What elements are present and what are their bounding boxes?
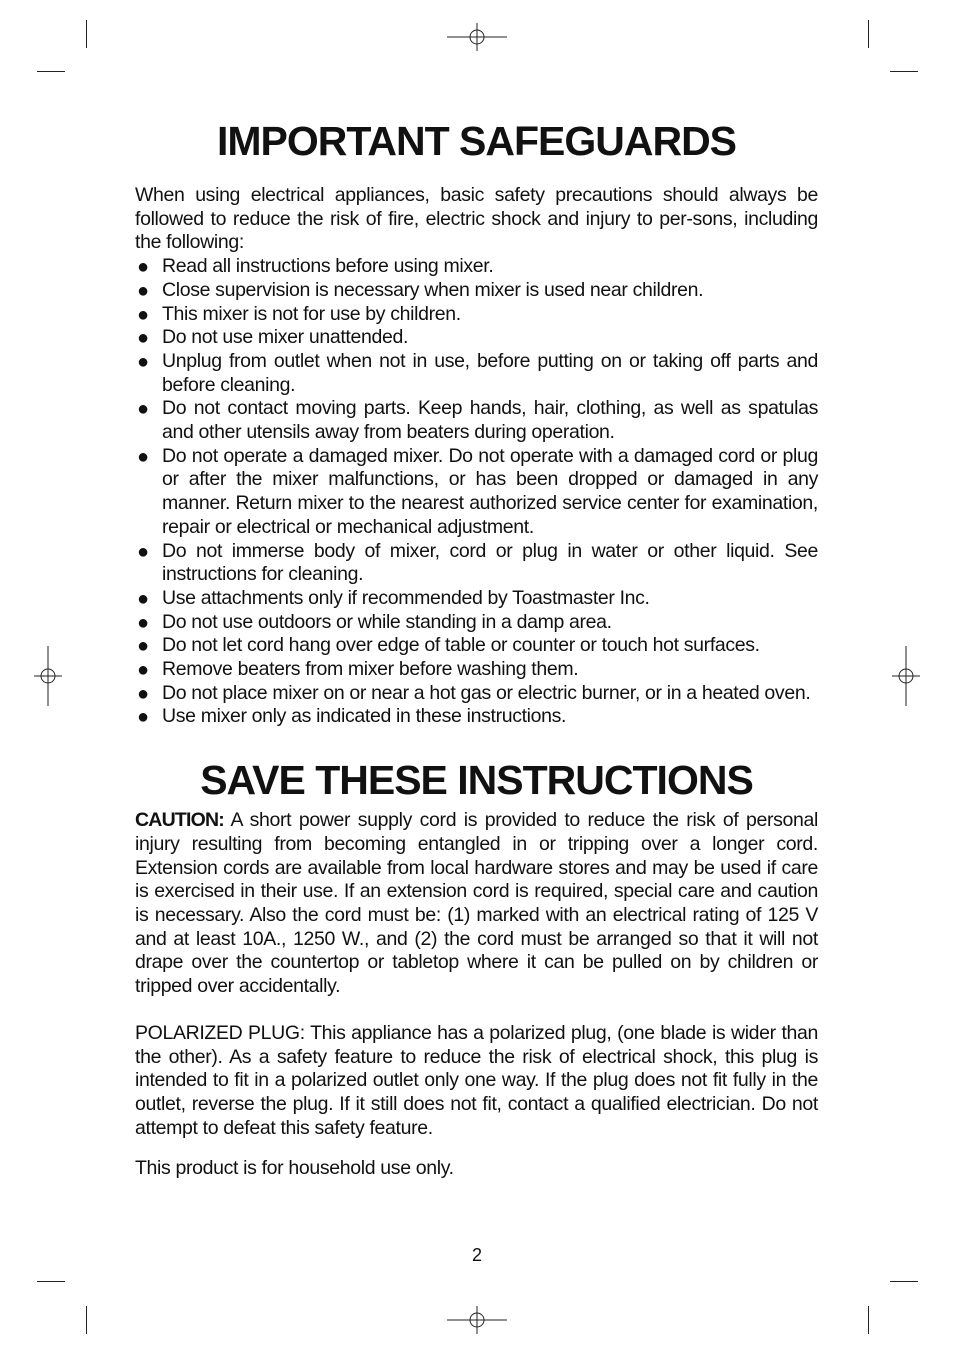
list-item: ● Do not operate a damaged mixer. Do not operate with a damaged cord or plug or after the mixer malfunctions, or has been dropped or damaged in any manner. Return mixer to the nearest authorized service center for examination, repair or electrical or mechanical adjustment.: [137, 444, 818, 538]
bullet-icon: ●: [137, 587, 149, 610]
bullet-icon: ●: [137, 256, 149, 279]
list-item: ● Close supervision is necessary when mixer is used near children.: [137, 278, 704, 302]
crop-mark-tr-v: [868, 20, 869, 48]
list-item: ● Do not contact moving parts. Keep hands, hair, clothing, as well as spatulas and other utensils away from beaters during operation.: [137, 397, 818, 444]
crop-mark-bl-h: [37, 1281, 65, 1282]
crop-mark-tr-h: [890, 71, 918, 72]
registration-mark-bottom-icon: [447, 1290, 507, 1350]
page-number: 2: [471, 1245, 482, 1265]
list-item: ● Unplug from outlet when not in use, before putting on or taking off parts and before cleaning.: [137, 349, 818, 396]
bullet-icon: ●: [137, 445, 149, 468]
registration-mark-right-icon: [876, 646, 936, 706]
bullet-icon: ●: [137, 706, 149, 729]
crop-mark-tl-h: [37, 71, 65, 72]
caution-paragraph: [135, 809, 818, 999]
bullet-icon: ●: [137, 540, 149, 563]
list-item: ● Remove beaters from mixer before washing them.: [137, 658, 579, 682]
list-item: ● Use attachments only if recommended by Toastmaster Inc.: [137, 586, 650, 610]
caution-label: CAUTION:: [135, 809, 224, 832]
registration-mark-top-icon: [447, 7, 507, 67]
list-item: ● Do not immerse body of mixer, cord or plug in water or other liquid. See instructions for cleaning.: [137, 539, 818, 586]
bullet-icon: ●: [137, 279, 149, 302]
bullet-icon: ●: [137, 398, 149, 421]
bullet-icon: ●: [137, 682, 149, 705]
page-title: IMPORTANT SAFEGUARDS: [216, 118, 737, 164]
bullet-icon: ●: [137, 635, 149, 658]
bullet-icon: ●: [137, 327, 149, 350]
page-content: [135, 112, 818, 1181]
list-item: ● Read all instructions before using mixer.: [137, 255, 494, 279]
section-heading: SAVE THESE INSTRUCTIONS: [200, 757, 753, 804]
list-item: ● This mixer is not for use by children.: [137, 302, 461, 326]
caution-text: A short power supply cord is provided to reduce the risk of personal injury resulting from becoming entangled in or tripping over a longer cord. Extension cords are available from local hardware stores and may be used if care is exercised in their use. If an extension cord is required, special care and caution is necessary. Also the cord must be: (1) marked with an electrical rating of 125 V and at least 10A., 1250 W., and (2) the cord must be arranged so that it will not drape over the countertop or tabletop where it can be pulled on by children or tripped over accidentally.: [135, 809, 818, 998]
crop-mark-bl-v: [86, 1306, 87, 1334]
list-item: ● Do not let cord hang over edge of table or counter or touch hot surfaces.: [137, 634, 760, 658]
list-item: ● Do not use outdoors or while standing in a damp area.: [137, 610, 612, 634]
list-item: ● Do not use mixer unattended.: [137, 326, 409, 350]
bullet-icon: ●: [137, 659, 149, 682]
bullet-icon: ●: [137, 350, 149, 373]
bullet-icon: ●: [137, 611, 149, 634]
safeguards-list: [135, 255, 818, 729]
crop-mark-br-h: [890, 1281, 918, 1282]
polarized-plug-paragraph: POLARIZED PLUG: This appliance has a polarized plug, (one blade is wider than the other). As a safety feature to reduce the risk of electrical shock, this plug is intended to fit in a polarized outlet only one way. If the plug does not fit fully in the outlet, reverse the plug. If it still does not fit, contact a qualified electrician. Do not attempt to defeat this safety feature.: [135, 1021, 818, 1139]
list-item: ● Do not place mixer on or near a hot gas or electric burner, or in a heated oven.: [137, 681, 811, 705]
intro-paragraph: When using electrical appliances, basic safety precautions should always be followed to reduce the risk of fire, electric shock and injury to per-sons, including the following:: [135, 184, 818, 254]
household-use-note: This product is for household use only.: [135, 1157, 454, 1180]
crop-mark-tl-v: [86, 20, 87, 48]
bullet-icon: ●: [137, 303, 149, 326]
crop-mark-br-v: [868, 1306, 869, 1334]
registration-mark-left-icon: [18, 646, 78, 706]
list-item: ● Use mixer only as indicated in these instructions.: [137, 705, 567, 729]
